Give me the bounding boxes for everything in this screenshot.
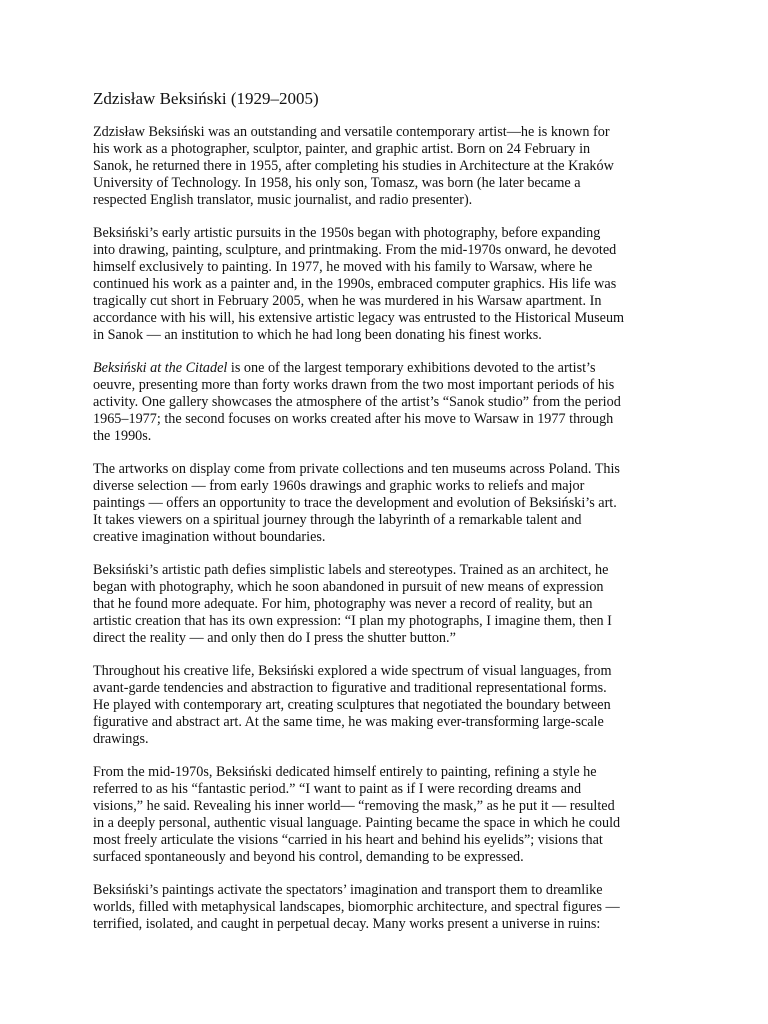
exhibition-title: Beksiński at the Citadel [93, 360, 228, 376]
text-line: Zdzisław Beksiński was an outstanding and versatile contemporary artist—he is known for [93, 124, 610, 140]
text-line: visions,” he said. Revealing his inner world— “removing the mask,” as he put it — resulted [93, 798, 615, 814]
text-line: in Sanok — an institution to which he had long been donating his finest works. [93, 327, 542, 343]
text-line: the 1990s. [93, 428, 152, 444]
text-line: tragically cut short in February 2005, when he was murdered in his Warsaw apartment. In [93, 293, 602, 309]
text-line: respected English translator, music journalist, and radio presenter). [93, 192, 473, 208]
text-line: figurative and abstract art. At the same time, he was making ever-transforming large-scale [93, 714, 604, 730]
text-line: in a deeply personal, authentic visual language. Painting became the space in which he could [93, 815, 621, 831]
paragraph-visual-languages [93, 663, 678, 748]
text-line: Sanok, he returned there in 1955, after completing his studies in Architecture at the Kraków [93, 158, 614, 174]
text-line: activity. One gallery showcases the atmosphere of the artist’s “Sanok studio” from the period [93, 394, 621, 410]
text-line: terrified, isolated, and caught in perpetual decay. Many works present a universe in ruins: [93, 916, 601, 932]
text-line: From the mid-1970s, Beksiński dedicated himself entirely to painting, refining a style he [93, 764, 597, 780]
text-line [93, 360, 678, 377]
text-line: 1965–1977; the second focuses on works created after his move to Warsaw in 1977 through [93, 411, 614, 427]
text-line: Throughout his creative life, Beksiński explored a wide spectrum of visual languages, from [93, 663, 612, 679]
text-line: oeuvre, presenting more than forty works drawn from the two most important periods of his [93, 377, 615, 393]
paragraph-collections [93, 461, 678, 546]
text-line: Beksiński’s artistic path defies simplistic labels and stereotypes. Trained as an architect, he [93, 562, 609, 578]
text-line: continued his work as a painter and, in the 1990s, embraced computer graphics. His life was [93, 276, 617, 292]
text-line: referred to as his “fantastic period.” “I want to paint as if I were recording dreams and [93, 781, 582, 797]
text-line: He played with contemporary art, creating sculptures that negotiated the boundary between [93, 697, 611, 713]
paragraph-early-career [93, 225, 678, 344]
paragraph-artistic-path [93, 562, 678, 647]
text-line: that he found more adequate. For him, photography was never a record of reality, but an [93, 596, 593, 612]
paragraph-exhibition [93, 360, 678, 445]
text-line: It takes viewers on a spiritual journey through the labyrinth of a remarkable talent and [93, 512, 582, 528]
text-line: began with photography, which he soon abandoned in pursuit of new means of expression [93, 579, 604, 595]
text-line: direct the reality — and only then do I press the shutter button.” [93, 630, 456, 646]
text-line: worlds, filled with metaphysical landscapes, biomorphic architecture, and spectral figures — [93, 899, 620, 915]
text-line: Beksiński’s paintings activate the spectators’ imagination and transport them to dreamlike [93, 882, 603, 898]
text-line: himself exclusively to painting. In 1977, he moved with his family to Warsaw, where he [93, 259, 593, 275]
text-fragment: is one of the largest temporary exhibitions devoted to the artist’s [227, 360, 596, 376]
text-line: University of Technology. In 1958, his only son, Tomasz, was born (he later became a [93, 175, 581, 191]
paragraph-fantastic-period [93, 764, 678, 866]
text-line: Beksiński’s early artistic pursuits in the 1950s began with photography, before expanding [93, 225, 601, 241]
text-line: avant-garde tendencies and abstraction to figurative and traditional representational forms. [93, 680, 607, 696]
text-line: artistic creation that has its own expression: “I plan my photographs, I imagine them, then I [93, 613, 612, 629]
text-line: drawings. [93, 731, 149, 747]
text-line: most freely articulate the visions “carried in his heart and behind his eyelids”; visions that [93, 832, 603, 848]
document-title: Zdzisław Beksiński (1929–2005) [93, 89, 319, 108]
text-line: The artworks on display come from private collections and ten museums across Poland. This [93, 461, 620, 477]
text-line: creative imagination without boundaries. [93, 529, 326, 545]
paragraph-paintings [93, 882, 678, 933]
text-line: accordance with his will, his extensive artistic legacy was entrusted to the Historical Museum [93, 310, 625, 326]
text-line: his work as a photographer, sculptor, painter, and graphic artist. Born on 24 February in [93, 141, 591, 157]
text-line: paintings — offers an opportunity to trace the development and evolution of Beksiński’s art. [93, 495, 617, 511]
text-line: diverse selection — from early 1960s drawings and graphic works to reliefs and major [93, 478, 585, 494]
paragraph-biography [93, 124, 678, 209]
text-line: surfaced spontaneously and beyond his control, demanding to be expressed. [93, 849, 524, 865]
text-line: into drawing, painting, sculpture, and printmaking. From the mid-1970s onward, he devoted [93, 242, 617, 258]
